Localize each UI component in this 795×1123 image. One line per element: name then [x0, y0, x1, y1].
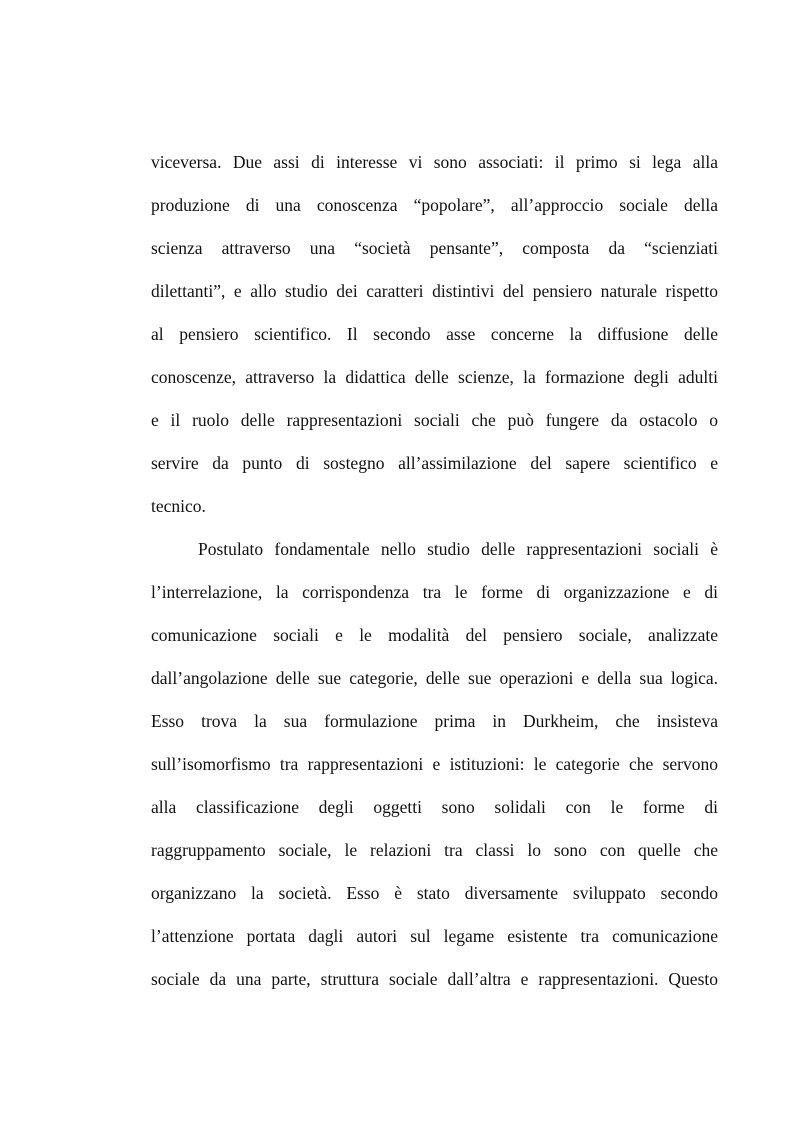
text-line: servire da punto di sostegno all’assimilazione del sapere scientifico e: [151, 453, 718, 473]
text-line: scienza attraverso una “società pensante”, composta da “scienziati: [151, 238, 718, 258]
text-line: raggruppamento sociale, le relazioni tra classi lo sono con quelle che: [151, 840, 718, 860]
text-line: Esso trova la sua formulazione prima in Durkheim, che insisteva: [151, 711, 718, 731]
text-line: alla classificazione degli oggetti sono solidali con le forme di: [151, 797, 718, 817]
text-line: produzione di una conoscenza “popolare”, all’approccio sociale della: [151, 195, 718, 215]
paragraph-end-line: tecnico.: [151, 496, 206, 516]
text-line: dall’angolazione delle sue categorie, delle sue operazioni e della sua logica.: [151, 668, 718, 688]
text-line: organizzano la società. Esso è stato diversamente sviluppato secondo: [151, 883, 718, 903]
text-line: viceversa. Due assi di interesse vi sono associati: il primo si lega alla: [151, 152, 718, 172]
text-line: al pensiero scientifico. Il secondo asse concerne la diffusione delle: [151, 324, 718, 344]
text-line: sociale da una parte, struttura sociale dall’altra e rappresentazioni. Questo: [151, 969, 718, 989]
text-line: comunicazione sociali e le modalità del pensiero sociale, analizzate: [151, 625, 718, 645]
body-text: [151, 145, 718, 1005]
paragraph-start-line: Postulato fondamentale nello studio delle rappresentazioni sociali è: [198, 539, 718, 559]
text-line: e il ruolo delle rappresentazioni sociali che può fungere da ostacolo o: [151, 410, 718, 430]
text-line: l’attenzione portata dagli autori sul legame esistente tra comunicazione: [151, 926, 718, 946]
text-line: sull’isomorfismo tra rappresentazioni e istituzioni: le categorie che servono: [151, 754, 718, 774]
text-line: dilettanti”, e allo studio dei caratteri distintivi del pensiero naturale rispetto: [151, 281, 718, 301]
text-line: l’interrelazione, la corrispondenza tra le forme di organizzazione e di: [151, 582, 718, 602]
text-line: conoscenze, attraverso la didattica delle scienze, la formazione degli adulti: [151, 367, 718, 387]
